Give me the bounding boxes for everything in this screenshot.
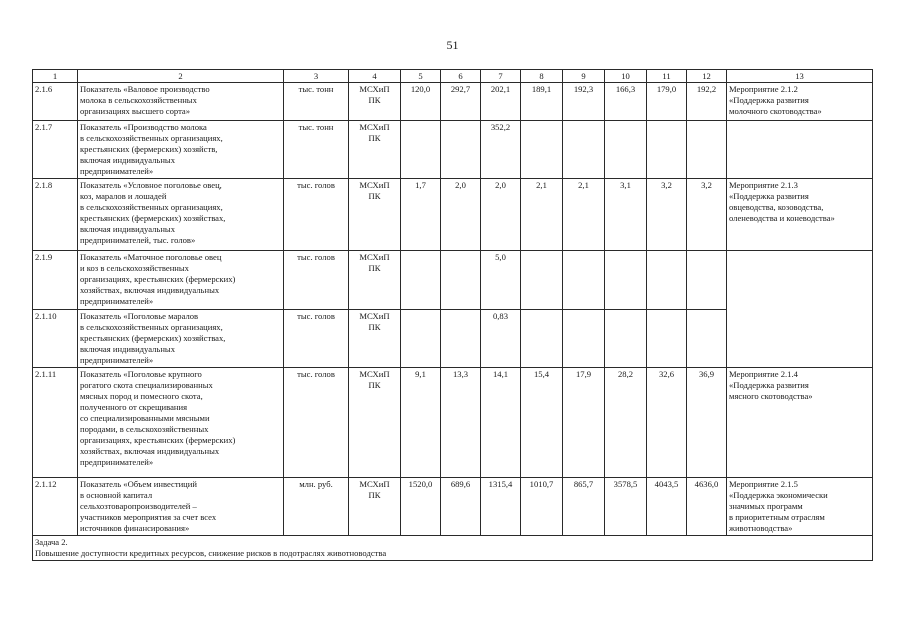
value-cell: 36,9 xyxy=(687,368,727,478)
value-cell: 1520,0 xyxy=(401,478,441,536)
executor-cell: МСХиП ПК xyxy=(349,121,401,179)
value-cell: 4636,0 xyxy=(687,478,727,536)
value-cell: 292,7 xyxy=(441,83,481,121)
value-cell: 2,0 xyxy=(441,179,481,251)
value-cell: 352,2 xyxy=(481,121,521,179)
value-cell: 15,4 xyxy=(521,368,563,478)
unit-cell: тыс. голов xyxy=(284,310,349,368)
table-row xyxy=(33,310,873,368)
task-title: Задача 2. xyxy=(35,537,68,547)
row-number: 2.1.7 xyxy=(33,121,78,179)
unit-cell: тыс. голов xyxy=(284,179,349,251)
header-cell: 8 xyxy=(521,70,563,83)
event-cell xyxy=(727,121,873,179)
row-number: 2.1.6 xyxy=(33,83,78,121)
value-cell: 14,1 xyxy=(481,368,521,478)
value-cell: 202,1 xyxy=(481,83,521,121)
indicator-name: Показатель «Производство молока в сельскохозяйственных организациях, крестьянских (фермерских) хозяйств, включая индивидуальных предпринимателей» xyxy=(78,121,284,179)
value-cell xyxy=(687,310,727,368)
value-cell xyxy=(401,121,441,179)
value-cell: 189,1 xyxy=(521,83,563,121)
header-cell: 1 xyxy=(33,70,78,83)
event-cell xyxy=(727,251,873,310)
value-cell xyxy=(521,251,563,310)
table-row xyxy=(33,251,873,310)
unit-cell: тыс. тонн xyxy=(284,121,349,179)
value-cell: 689,6 xyxy=(441,478,481,536)
value-cell: 1315,4 xyxy=(481,478,521,536)
header-cell: 10 xyxy=(605,70,647,83)
header-cell: 5 xyxy=(401,70,441,83)
header-cell: 12 xyxy=(687,70,727,83)
table-row xyxy=(33,83,873,121)
table-row xyxy=(33,179,873,251)
value-cell xyxy=(401,310,441,368)
unit-cell: тыс. голов xyxy=(284,251,349,310)
indicators-table xyxy=(32,69,873,561)
value-cell xyxy=(441,251,481,310)
value-cell: 2,1 xyxy=(563,179,605,251)
row-number: 2.1.8 xyxy=(33,179,78,251)
header-row xyxy=(33,70,873,83)
executor-cell: МСХиП ПК xyxy=(349,368,401,478)
row-number: 2.1.9 xyxy=(33,251,78,310)
value-cell xyxy=(647,310,687,368)
value-cell xyxy=(605,310,647,368)
indicator-name: Показатель «Поголовье крупного рогатого скота специализированных мясных пород и помесного скота, полученного от скрещивания со специализированными мясными породами, в сельскохозяйственных организациях, крестьянских (фермерских) хозяйствах, включая индивидуальных предпринимателей» xyxy=(78,368,284,478)
value-cell xyxy=(563,121,605,179)
value-cell xyxy=(647,251,687,310)
value-cell: 4043,5 xyxy=(647,478,687,536)
event-cell: Мероприятие 2.1.4 «Поддержка развития мясного скотоводства» xyxy=(727,368,873,478)
value-cell: 17,9 xyxy=(563,368,605,478)
header-cell: 11 xyxy=(647,70,687,83)
row-number: 2.1.12 xyxy=(33,478,78,536)
header-cell: 6 xyxy=(441,70,481,83)
value-cell: 9,1 xyxy=(401,368,441,478)
value-cell: 1,7 xyxy=(401,179,441,251)
value-cell: 13,3 xyxy=(441,368,481,478)
row-number: 2.1.10 xyxy=(33,310,78,368)
value-cell: 120,0 xyxy=(401,83,441,121)
event-cell: Мероприятие 2.1.3 «Поддержка развития овцеводства, козоводства, оленеводства и коневодства» xyxy=(727,179,873,251)
indicator-name: Показатель «Валовое производство молока в сельскохозяйственных организациях высшего сорта» xyxy=(78,83,284,121)
header-cell: 2 xyxy=(78,70,284,83)
task-row xyxy=(33,536,873,561)
value-cell: 3,2 xyxy=(647,179,687,251)
value-cell xyxy=(441,310,481,368)
executor-cell: МСХиП ПК xyxy=(349,310,401,368)
unit-cell: млн. руб. xyxy=(284,478,349,536)
header-cell: 13 xyxy=(727,70,873,83)
value-cell: 3,2 xyxy=(687,179,727,251)
value-cell: 5,0 xyxy=(481,251,521,310)
unit-cell: тыс. тонн xyxy=(284,83,349,121)
value-cell xyxy=(647,121,687,179)
indicator-name: Показатель «Объем инвестиций в основной капитал сельхозтоваропроизводителей – участников мероприятия за счет всех источников финансирования» xyxy=(78,478,284,536)
executor-cell: МСХиП ПК xyxy=(349,478,401,536)
value-cell xyxy=(401,251,441,310)
header-cell: 7 xyxy=(481,70,521,83)
table-row xyxy=(33,121,873,179)
value-cell: 179,0 xyxy=(647,83,687,121)
table-row xyxy=(33,368,873,478)
value-cell: 32,6 xyxy=(647,368,687,478)
indicator-name: Показатель «Условное поголовье овец, коз, маралов и лошадей в сельскохозяйственных организациях, крестьянских (фермерских) хозяйствах, включая индивидуальных предпринимателей, тыс. голов» xyxy=(78,179,284,251)
unit-cell: тыс. голов xyxy=(284,368,349,478)
header-cell: 9 xyxy=(563,70,605,83)
value-cell: 2,1 xyxy=(521,179,563,251)
value-cell: 0,83 xyxy=(481,310,521,368)
page-number: 51 xyxy=(446,38,459,52)
event-cell: Мероприятие 2.1.5 «Поддержка экономически значимых программ в приоритетным отраслям животноводства» xyxy=(727,478,873,536)
value-cell: 2,0 xyxy=(481,179,521,251)
value-cell xyxy=(687,121,727,179)
value-cell xyxy=(605,251,647,310)
indicator-name: Показатель «Поголовье маралов в сельскохозяйственных организациях, крестьянских (фермерских) хозяйствах, включая индивидуальных предпринимателей» xyxy=(78,310,284,368)
value-cell xyxy=(563,310,605,368)
value-cell: 192,2 xyxy=(687,83,727,121)
value-cell xyxy=(521,310,563,368)
executor-cell: МСХиП ПК xyxy=(349,179,401,251)
value-cell xyxy=(521,121,563,179)
value-cell xyxy=(441,121,481,179)
value-cell xyxy=(563,251,605,310)
value-cell: 865,7 xyxy=(563,478,605,536)
event-cell: Мероприятие 2.1.2 «Поддержка развития молочного скотоводства» xyxy=(727,83,873,121)
executor-cell: МСХиП ПК xyxy=(349,251,401,310)
table-row xyxy=(33,478,873,536)
indicator-name: Показатель «Маточное поголовье овец и коз в сельскохозяйственных организациях, крестьянских (фермерских) хозяйствах, включая индивидуальных предпринимателей» xyxy=(78,251,284,310)
value-cell: 28,2 xyxy=(605,368,647,478)
header-cell: 4 xyxy=(349,70,401,83)
value-cell: 3578,5 xyxy=(605,478,647,536)
task-text: Повышение доступности кредитных ресурсов, снижение рисков в подотраслях животноводства xyxy=(35,548,387,558)
value-cell xyxy=(605,121,647,179)
event-cell xyxy=(727,310,873,368)
task-cell xyxy=(33,536,873,561)
value-cell: 1010,7 xyxy=(521,478,563,536)
value-cell: 3,1 xyxy=(605,179,647,251)
value-cell: 192,3 xyxy=(563,83,605,121)
executor-cell: МСХиП ПК xyxy=(349,83,401,121)
row-number: 2.1.11 xyxy=(33,368,78,478)
header-cell: 3 xyxy=(284,70,349,83)
value-cell xyxy=(687,251,727,310)
value-cell: 166,3 xyxy=(605,83,647,121)
